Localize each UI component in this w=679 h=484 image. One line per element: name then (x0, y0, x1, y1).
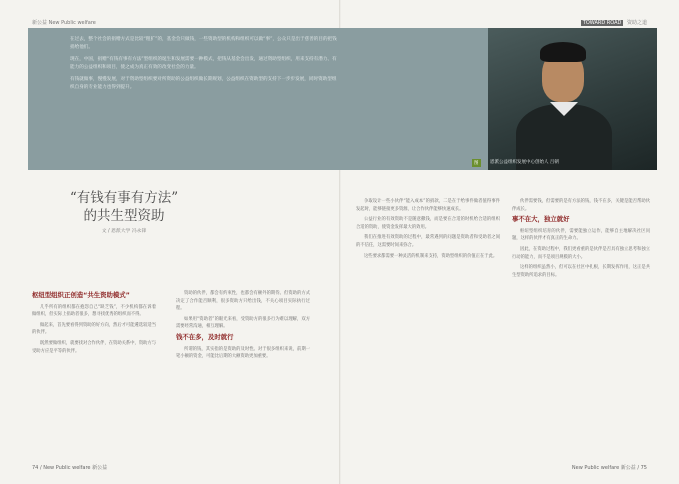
banner-paragraph: 在过去，整个社会的捐赠方式是比较“粗犷”的，基金会只做钱，一些资助型的机构和组织可以做“事”，公众只是出于慈善的目的把钱捐给他们。 (70, 37, 337, 50)
running-header-right (581, 20, 647, 26)
article-title-line2: 的共生型资助 (83, 208, 165, 224)
body-paragraph: 几乎所有的组织都在抱怨自己“缺乏钱”，不少机构都在诉着做组织，但实际上捐助者很多，想寻找优秀的组织而不得。 (32, 304, 156, 318)
body-paragraph: 因此，在资助过程中，我们更看重的是伙伴是否具有独立思考和独立行动的能力，而不是项目规模的大小。 (512, 246, 650, 260)
portrait-photo (488, 28, 657, 170)
text-column-1 (32, 290, 156, 358)
article-byline: 文 / 恩派大学 冯永锋 (101, 229, 147, 234)
body-paragraph: 伙伴需要钱，但需要的是有方法的钱，钱不在多，关键是能否帮助伙伴成长。 (512, 199, 650, 212)
body-paragraph: 这样的组织虽然小，但可以在社区中扎根，长期发挥作用，这正是共生型资助所追求的目标。 (512, 265, 650, 278)
photo-caption: 恩派公益组织发展中心创始人 吕朝 (490, 160, 559, 165)
caption-tag: 图 (474, 161, 479, 166)
section-title: 资助之道 (626, 20, 647, 26)
body-paragraph: 做起来，首先要看得到资助的好方向，然后才可能遴选较适当的伙伴。 (32, 322, 157, 336)
page-footer-left: 74 / New Public welfare 新公益 (32, 465, 108, 471)
banner-paragraph: 现在，中国，捐赠“有钱有事有方法”型组织的诞生和发展需要一种模式，把钱从基金会出发，通过资助型组织，用来支持有潜力、有能力的公益组织和项目，使之成为真正有效的改变社会的力量。 (70, 57, 337, 70)
portrait-hair (540, 42, 586, 62)
body-paragraph: 资助的伙伴，都会有约束性，也都会有额外的期待。但资助的方式决定了合作能否顺利，很多资助方只给出钱，不关心项目实际执行过程。 (176, 291, 310, 312)
section-heading: 枢纽型组织正创造“共生资助模式” (32, 291, 130, 299)
section-heading: 钱不在多，及时就行 (176, 332, 234, 341)
page-footer-right: New Public welfare 新公益 / 75 (571, 465, 647, 471)
running-header-left: 新公益 New Public welfare (32, 20, 96, 26)
section-heading: 事不在大，独立就好 (512, 215, 570, 224)
section-badge: TOWARD ROAD (582, 20, 622, 26)
banner-text (70, 36, 338, 96)
body-paragraph: 我们在推进有效资助的过程中，最常遇到的问题是资助者和受助者之间的不信任，这需要时间来弥合。 (356, 235, 500, 248)
text-column-4 (512, 198, 650, 282)
body-paragraph: 公益行业的有效资助不是随意撒钱，而是要在合适的时机给合适的组织合适的资助，使资金发挥最大的效用。 (356, 217, 500, 230)
intro-banner (28, 28, 657, 170)
body-paragraph: 枢纽型组织培育的伙伴，需要能独立运作，能够自主地解决社区问题，这样的伙伴才有真正的生命力。 (512, 228, 650, 242)
body-paragraph: 争取设计一些小伙伴“能入成本”的捐款，二是在于给事件做者值得事件发起时，能够链接更多资源，让合作伙伴能够快速成长。 (356, 199, 500, 212)
body-paragraph: 所谓的钱，其实指的是资助的及时性。对于很多组织来说，前期一笔小额的资金，可能比后期的大额资助更加重要。 (176, 346, 310, 360)
body-paragraph: 这些要求都需要一种灵活的机制来支持，资助型组织的价值正在于此。 (364, 253, 498, 259)
banner-paragraph: 有钱就做事，慢慢发展，对于资助型组织要对所资助的公益组织做长期规划，公益组织在资助型的支持下一步步发展，同时资助型组织自身的专业能力也得到提升。 (70, 77, 337, 90)
text-column-3 (356, 198, 500, 263)
article-title-line1: “有钱有事有方法” (69, 190, 179, 206)
body-paragraph: 如果用“资助者”的眼光来看，受资助方的很多行为难以理解，双方需要经常沟通，相互理解。 (176, 316, 310, 330)
body-paragraph: 既然要做组织，就要找对合作伙伴，在资助关系中，资助方与受助方应是平等的伙伴。 (32, 340, 157, 354)
text-column-2 (176, 290, 310, 364)
